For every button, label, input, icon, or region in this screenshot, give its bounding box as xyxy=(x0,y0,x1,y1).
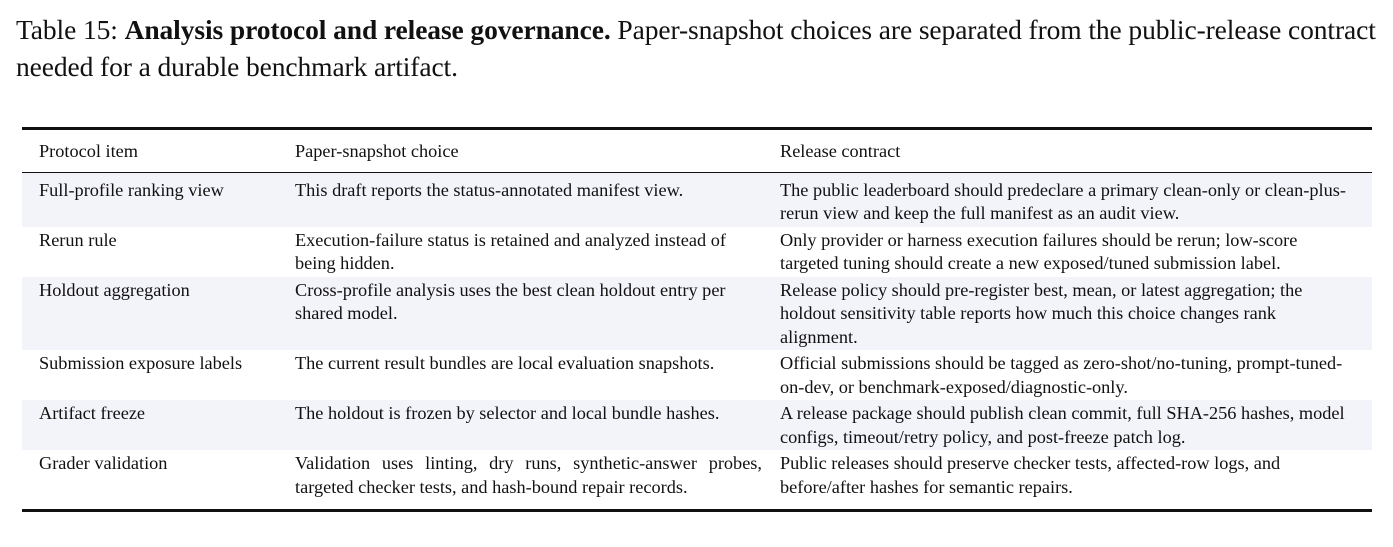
table-header xyxy=(22,129,1372,173)
header-release-contract: Release contract xyxy=(780,129,1372,173)
cell-protocol-item: Rerun rule xyxy=(22,227,295,277)
header-row xyxy=(22,129,1372,173)
cell-release-contract: Only provider or harness execution failures should be rerun; low-score targeted tuning should create a new exposed/tuned submission label. xyxy=(780,227,1372,277)
cell-paper-snapshot: The current result bundles are local evaluation snapshots. xyxy=(295,350,780,400)
cell-protocol-item: Artifact freeze xyxy=(22,400,295,450)
table-row xyxy=(22,450,1372,511)
table-row xyxy=(22,172,1372,227)
cell-release-contract: Official submissions should be tagged as zero-shot/no-tuning, prompt-tuned-on-dev, or benchmark-exposed/diagnostic-only. xyxy=(780,350,1372,400)
header-protocol-item: Protocol item xyxy=(22,129,295,173)
cell-protocol-item: Full-profile ranking view xyxy=(22,172,295,227)
table-row xyxy=(22,227,1372,277)
cell-protocol-item: Grader validation xyxy=(22,450,295,511)
cell-protocol-item: Holdout aggregation xyxy=(22,277,295,351)
table-body xyxy=(22,172,1372,511)
cell-release-contract: Release policy should pre-register best, mean, or latest aggregation; the holdout sensitivity table reports how much this choice changes rank alignment. xyxy=(780,277,1372,351)
cell-release-contract: The public leaderboard should predeclare a primary clean-only or clean-plus-rerun view and keep the full manifest as an audit view. xyxy=(780,172,1372,227)
table-row xyxy=(22,350,1372,400)
caption-label: Table 15: xyxy=(16,14,118,45)
table-row xyxy=(22,400,1372,450)
table-caption xyxy=(16,11,1386,85)
cell-protocol-item: Submission exposure labels xyxy=(22,350,295,400)
table-row xyxy=(22,277,1372,351)
cell-paper-snapshot: Validation uses linting, dry runs, synthetic-answer probes, targeted checker tests, and hash-bound repair records. xyxy=(295,450,780,511)
cell-paper-snapshot: This draft reports the status-annotated manifest view. xyxy=(295,172,780,227)
cell-paper-snapshot: Execution-failure status is retained and analyzed instead of being hidden. xyxy=(295,227,780,277)
caption-text: Paper-snapshot choices are separated from the public-release contract needed for a durable benchmark artifact. xyxy=(16,14,1376,82)
caption-title: Analysis protocol and release governance. xyxy=(124,14,611,45)
cell-paper-snapshot: Cross-profile analysis uses the best clean holdout entry per shared model. xyxy=(295,277,780,351)
header-paper-snapshot-choice: Paper-snapshot choice xyxy=(295,129,780,173)
cell-release-contract: A release package should publish clean commit, full SHA-256 hashes, model configs, timeout/retry policy, and post-freeze patch log. xyxy=(780,400,1372,450)
cell-paper-snapshot: The holdout is frozen by selector and local bundle hashes. xyxy=(295,400,780,450)
governance-table xyxy=(22,127,1372,512)
table xyxy=(22,127,1372,512)
cell-release-contract: Public releases should preserve checker tests, affected-row logs, and before/after hashes for semantic repairs. xyxy=(780,450,1372,511)
